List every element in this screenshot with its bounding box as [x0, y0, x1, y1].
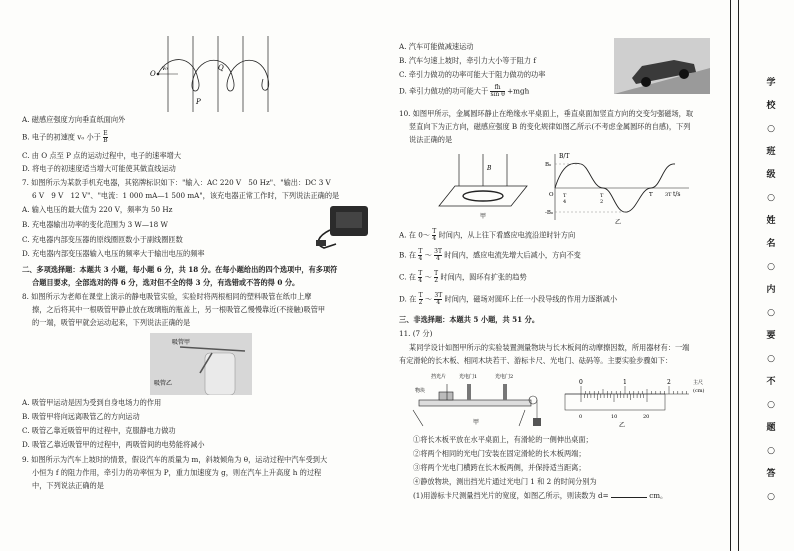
q9-line-2: 小恒为 f 的阻力作用，牵引力的功率恒为 P，重力加速度为 g，则在汽车上升高度 h 的过程 — [32, 468, 322, 477]
binding-char: ○ — [767, 262, 775, 272]
frac-den: 2 — [418, 299, 423, 306]
label-jia-apparatus: 甲 — [473, 419, 480, 426]
q9-option-d[interactable] — [399, 85, 529, 98]
q7-line-1: 7. 如图所示为某款手机充电器，其铭牌标识如下："输入：AC 220 V 50 Hz"、"输出：DC 3 V — [22, 178, 331, 187]
q10-c-frac2 — [434, 271, 438, 284]
binding-char: ○ — [767, 308, 775, 318]
q10-d-tilde: ～ — [424, 294, 433, 304]
prev-option-c[interactable]: C. 由 O 点至 P 点的运动过程中，电子的速率增大 — [22, 151, 182, 160]
axis-label-b: B/T — [559, 153, 570, 160]
tick-two: 2 — [600, 199, 604, 205]
binding-char: ○ — [767, 193, 775, 203]
section-3-header: 三、非选择题：本题共 5 小题，共 51 分。 — [399, 315, 540, 324]
q8-line-3: 的一端，吸管甲就会运动起来，下列说法正确的是 — [32, 318, 191, 327]
tick-1: 1 — [623, 379, 627, 386]
binding-char: 级 — [766, 170, 776, 180]
label-q: Q — [218, 64, 224, 72]
binding-char: 名 — [766, 239, 776, 249]
q7-option-b[interactable]: B. 充电器输出功率的变化范围为 3 W—18 W — [22, 220, 168, 229]
tick-t: T — [649, 192, 653, 198]
frac-den: B — [103, 137, 108, 144]
binding-rule-2 — [738, 0, 739, 551]
q11-header: 11. (7 分) — [399, 329, 433, 338]
q10-a-prefix: A. 在 0～ — [399, 230, 430, 240]
q10-d-frac2 — [434, 293, 442, 306]
q10-a-frac — [432, 229, 436, 242]
q10-option-c[interactable] — [399, 271, 527, 284]
step-3: ③将两个光电门横跨在长木板两侧，并保持适当距离； — [413, 463, 586, 472]
axis-label-t: t/s — [673, 191, 681, 198]
label-v0: v₀ — [162, 65, 168, 72]
vtick-10: 10 — [611, 414, 618, 420]
q10-line-2: 竖直向下为正方向，磁感应强度 B 的变化规律如图乙所示(不考虑金属圆环的自感)，下列 — [409, 122, 691, 131]
prev-option-d[interactable]: D. 将电子的初速度适当增大可能使其做直线运动 — [22, 164, 176, 173]
b-t-graph — [545, 150, 695, 226]
label-main-scale: 主尺 — [693, 380, 704, 386]
label-straw-a: 吸管甲 — [172, 339, 191, 346]
label-gate2: 光电门2 — [495, 374, 514, 380]
label-neg-b0: -B₀ — [545, 210, 554, 216]
q9-line-3: 中，下列说法正确的是 — [32, 481, 104, 490]
step-2: ②将两个相同的光电门安装在固定滑轮的长木板两端； — [413, 449, 586, 458]
q7-option-a[interactable]: A. 输入电压的最大值为 220 V，频率为 50 Hz — [22, 205, 173, 214]
vtick-0: 0 — [579, 414, 583, 420]
tick-3t: 3T — [665, 192, 672, 198]
frac-num: T — [432, 228, 437, 235]
q10-d-prefix: D. 在 — [399, 294, 417, 304]
car-on-slope-photo — [614, 38, 710, 94]
q9-option-d-text: D. 牵引力做功的功可能大于 — [399, 86, 489, 96]
vtick-20: 20 — [643, 414, 650, 420]
frac-den: 4 — [418, 277, 423, 284]
q10-b-frac2 — [434, 249, 442, 262]
tick-2: 2 — [667, 379, 671, 386]
q8-option-c[interactable]: C. 吸管乙靠近吸管甲的过程中，克服静电力做功 — [22, 426, 176, 435]
q10-b-prefix: B. 在 — [399, 250, 417, 260]
frac-num: T — [434, 270, 439, 277]
binding-char: 姓 — [766, 216, 776, 226]
q11-line-2: 有定滑轮的长木板、相同木块若干、游标卡尺、光电门、砝码等。主要实验步骤如下： — [399, 356, 673, 365]
q10-a-text: 时间内，从上往下看感应电流沿逆时针方向 — [438, 230, 576, 240]
q10-line-3: 说法正确的是 — [409, 135, 453, 144]
label-jia: 甲 — [480, 213, 487, 220]
q11-line-1: 某同学设计如图甲所示的实验装置测量物块与长木板间的动摩擦因数，所用器材有：一端 — [409, 343, 690, 352]
frac-fh-num: fh — [490, 85, 504, 92]
q10-b-text: 时间内，感应电流先增大后减小，方向不变 — [444, 250, 581, 260]
binding-char: ○ — [767, 492, 775, 502]
q10-b-tilde: ～ — [424, 250, 432, 260]
electron-trajectory-figure — [148, 34, 290, 112]
binding-char: 内 — [766, 285, 776, 295]
fraction-e-b — [103, 131, 107, 144]
ring-on-table-figure — [435, 150, 531, 222]
label-yi-caliper: 乙 — [619, 422, 626, 428]
frac-den: 4 — [432, 235, 437, 242]
label-block: 物块 — [415, 388, 426, 394]
q9-option-b[interactable]: B. 汽车匀速上坡时，牵引力大小等于阻力 f — [399, 56, 536, 65]
label-straw-b: 吸管乙 — [154, 380, 173, 387]
q8-line-2: 擦，之后将其中一根吸管甲静止放在玻璃瓶的瓶盖上，另一根吸管乙慢慢靠近(不接触)吸管甲 — [32, 305, 326, 314]
fraction-fh — [490, 85, 504, 98]
frac-num: 3T — [434, 292, 443, 299]
label-gate1: 光电门1 — [459, 374, 478, 380]
part-1-question — [413, 491, 667, 500]
frac-den: 4 — [418, 255, 423, 262]
q8-option-d[interactable]: D. 吸管乙靠近吸管甲的过程中，两吸管间的电势能将减小 — [22, 440, 205, 449]
frac-num: E — [103, 130, 108, 137]
binding-char: ○ — [767, 354, 775, 364]
prev-option-a[interactable]: A. 磁感应强度方向垂直纸面向外 — [22, 115, 126, 124]
label-shade: 挡光片 — [431, 374, 447, 380]
label-b: B — [487, 165, 492, 172]
apparatus-figure — [409, 370, 551, 428]
straw-experiment-photo — [150, 333, 252, 395]
q9-option-c[interactable]: C. 牵引力做功的功率可能大于阻力做功的功率 — [399, 70, 546, 79]
frac-fh-den: sin θ — [490, 91, 505, 98]
label-yi-graph: 乙 — [615, 219, 622, 226]
unit-cm: cm。 — [649, 491, 668, 500]
tick-four: 4 — [563, 199, 567, 205]
tick-t-half: T — [600, 193, 604, 199]
binding-char: 不 — [766, 377, 776, 387]
q10-c-tilde: ～ — [424, 272, 432, 282]
q10-option-b[interactable] — [399, 249, 581, 262]
answer-blank[interactable] — [611, 497, 647, 498]
binding-char: 班 — [766, 147, 776, 157]
label-p: P — [196, 98, 201, 106]
frac-den: 4 — [436, 255, 440, 262]
label-cm: (cm) — [693, 388, 705, 394]
label-b0: B₀ — [545, 162, 552, 168]
frac-num: T — [418, 292, 423, 299]
q8-option-b[interactable]: B. 吸管甲将向远离吸管乙的方向运动 — [22, 412, 140, 421]
q8-option-a[interactable]: A. 吸管甲运动是因为受到自身电场力的作用 — [22, 398, 162, 407]
q10-line-1: 10. 如图甲所示，金属圆环静止在绝缘水平桌面上，垂直桌面加竖直方向的交变匀强磁场，取 — [399, 109, 694, 118]
q9-option-d-tail: +mgh — [507, 86, 530, 96]
q10-d-text: 时间内，磁场对圆环上任一小段导线的作用力逐渐减小 — [444, 294, 618, 304]
binding-char: 答 — [766, 469, 776, 479]
binding-char: 校 — [766, 101, 776, 111]
binding-char: 学 — [766, 78, 776, 88]
q10-d-frac1 — [419, 293, 423, 306]
frac-den: 4 — [436, 299, 441, 306]
binding-char: ○ — [767, 446, 775, 456]
vernier-caliper-figure — [559, 372, 719, 428]
frac-num: T — [418, 248, 423, 255]
q10-c-prefix: C. 在 — [399, 272, 416, 282]
label-origin: O — [549, 192, 554, 198]
prev-option-b[interactable] — [22, 131, 108, 144]
q10-c-frac1 — [418, 271, 422, 284]
q9-option-a[interactable]: A. 汽车可能做减速运动 — [399, 42, 474, 51]
binding-char: 题 — [766, 423, 776, 433]
tick-0: 0 — [579, 379, 583, 386]
binding-char: ○ — [767, 400, 775, 410]
charger-figure — [310, 200, 378, 252]
binding-rule-1 — [730, 0, 731, 551]
section-2-header-2: 合题目要求，全部选对的得 6 分，选对但不全的得 3 分，有选错或不答的得 0 分。 — [32, 278, 300, 287]
frac-den: 2 — [434, 277, 439, 284]
frac-num: 3T — [434, 248, 442, 255]
frac-num: T — [418, 270, 423, 277]
q8-line-1: 8. 如图所示为老师在课堂上演示的静电吸管实验，实验时将两根相同的塑料吸管在纸巾上摩 — [22, 292, 312, 301]
step-1: ①将长木板平放在水平桌面上，有滑轮的一侧伸出桌面； — [413, 435, 593, 444]
q10-option-d[interactable] — [399, 293, 617, 306]
q9-line-1: 9. 如图所示为汽车上坡时的情景，假设汽车的质量为 m，斜坡倾角为 θ，运动过程中汽车受到大 — [22, 455, 328, 464]
binding-char: ○ — [767, 124, 775, 134]
section-2-header-1: 二、多项选择题：本题共 3 小题，每小题 6 分，共 18 分。在每小题给出的四个选项中，有多项符 — [22, 265, 338, 274]
label-o: O — [150, 70, 156, 78]
q10-option-a[interactable] — [399, 229, 575, 242]
binding-char: 要 — [766, 331, 776, 341]
q10-b-frac1 — [418, 249, 422, 262]
q7-option-c[interactable]: C. 充电器内部变压器的原线圈匝数小于副线圈匝数 — [22, 235, 183, 244]
q10-c-text: 时间内，圆环有扩张的趋势 — [440, 272, 527, 282]
prev-option-b-text: B. 电子的初速度 v₀ 小于 — [22, 132, 101, 142]
q7-line-2: 6 V 9 V 12 V"、"电流：1 000 mA—1 500 mA"，该充电器正常工作时，下列说法正确的是 — [32, 191, 340, 200]
binding-margin-text — [760, 78, 782, 515]
part-1-text: (1)用游标卡尺测量挡光片的宽度，如图乙所示，则读数为 d= — [413, 491, 609, 500]
tick-t-quarter: T — [563, 193, 567, 199]
step-4: ④静放物块，测出挡光片通过光电门 1 和 2 的时间分别为 — [413, 477, 597, 486]
q7-option-d[interactable]: D. 充电器内部变压器输入电压的频率大于输出电压的频率 — [22, 249, 205, 258]
